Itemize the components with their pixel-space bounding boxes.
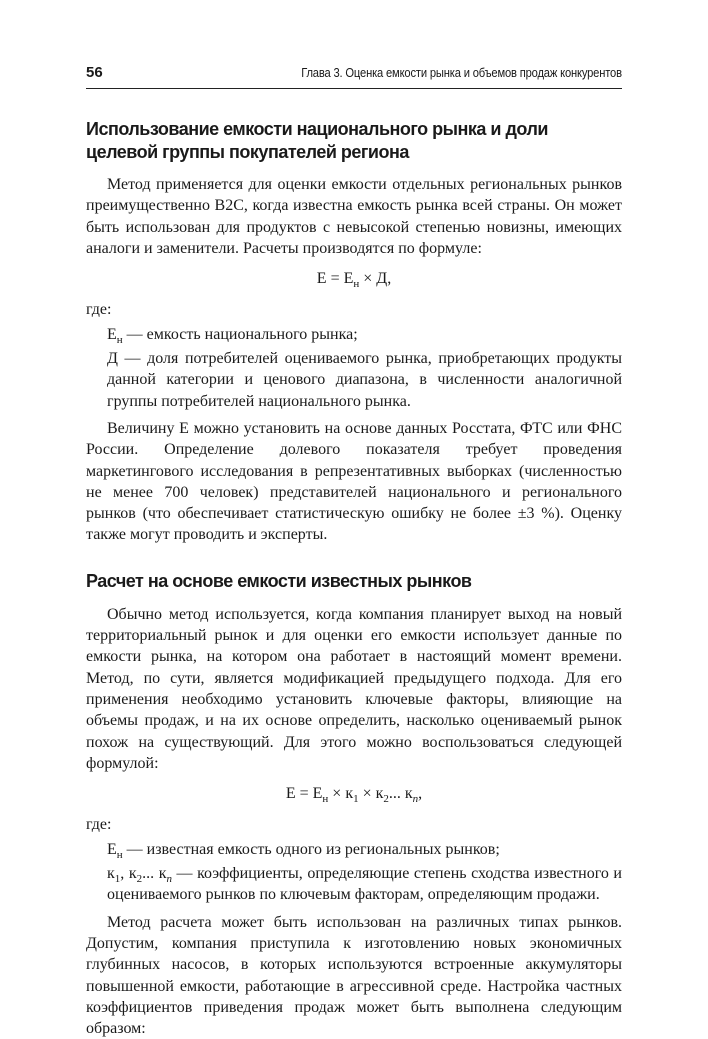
formula-part: Е = Е [285,785,323,803]
definition-known-capacity [86,839,622,860]
formula-part: × Д, [359,270,392,288]
running-header [86,62,622,89]
section2-body-paragraph: Метод расчета может быть использован на различных типах рынков. Допустим, компания приступила к изготовлению новых экономичных глубинных насосов, в которых используются встроенные аккумуляторы повышенной емкости, работающие в агрессивной среде. Настройка частных коэффициентов приведения продаж может быть выполнена следующим образом: [86,913,622,1038]
page-number: 56 [86,64,103,81]
formula-part: , [418,785,423,803]
definition-subscript: н [116,848,123,861]
definition-subscript: 2 [136,873,143,886]
definition-coefficients [86,863,622,906]
definition-term: к [107,865,115,883]
section-heading-national-market: Использование емкости национального рынка и доли целевой группы покупателей региона [86,119,548,162]
definition-national-capacity [86,324,622,345]
definition-subscript: 1 [114,873,121,886]
formula-known-markets [86,783,622,804]
page-content [86,118,622,1039]
section1-intro-paragraph: Метод применяется для оценки емкости отдельных региональных рынков преимущественно B2C, когда известна емкость рынка всей страны. Он может быть использован для продуктов с невысокой степенью новизны, имеющих аналоги и заменители. Расчеты производятся по формуле: [86,176,622,257]
definition-subscript: н [116,333,123,346]
formula-subscript: 1 [353,793,359,806]
formula-national-market [86,268,622,289]
definition-subscript: n [166,873,172,886]
definition-term: ... к [142,865,167,883]
where-label: где: [86,301,112,319]
chapter-title: Глава 3. Оценка емкости рынка и объемов продаж конкурентов [301,65,622,80]
formula-subscript: н [322,793,329,806]
definition-share: Д — доля потребителей оцениваемого рынка, приобретающих продукты данной категории и ценового диапазона, в численности аналогичной группы потребителей национального рынка. [107,350,622,410]
section1-body-paragraph: Величину Е можно установить на основе данных Росстата, ФТС или ФНС России. Определение долевого показателя требует проведения маркетингового исследования в репрезентативных выборках (численностью не менее 700 человек) представителей национального и регионального рынков (что обеспечивает статистическую ошибку не более ±3 %). Оценку также могут проводить и эксперты. [86,419,622,544]
formula-subscript: n [412,793,419,806]
formula-part: Е = Е [316,270,354,288]
where-label: где: [86,816,112,834]
definition-term: Е [107,325,117,343]
formula-subscript: 2 [383,793,389,806]
formula-part: × к [358,785,384,803]
section2-intro-paragraph: Обычно метод используется, когда компания планирует выход на новый территориальный рынок и для оценки его емкости использует данные по емкости рынка, на котором она работает в настоящий момент времени. Метод, по сути, является модификацией предыдущего подхода. Для его применения необходимо установить ключевые факторы, влияющие на объемы продаж, и на их основе определить, насколько оцениваемый рынок похож на существующий. Для этого можно воспользоваться следующей формулой: [86,605,622,772]
definition-text: — коэффициенты, определяющие степень сходства известного и оцениваемого рынков по ключевым факторам, определяющим продажи. [107,865,622,904]
definition-term: , к [120,865,137,883]
formula-part: × к [328,785,354,803]
definition-term: Е [107,840,117,858]
section-heading-known-markets: Расчет на основе емкости известных рынков [86,570,472,591]
formula-subscript: н [353,278,360,291]
formula-part: ... к [388,785,413,803]
definition-text: — емкость национального рынка; [122,325,358,343]
definition-text: — известная емкость одного из региональных рынков; [122,840,500,858]
